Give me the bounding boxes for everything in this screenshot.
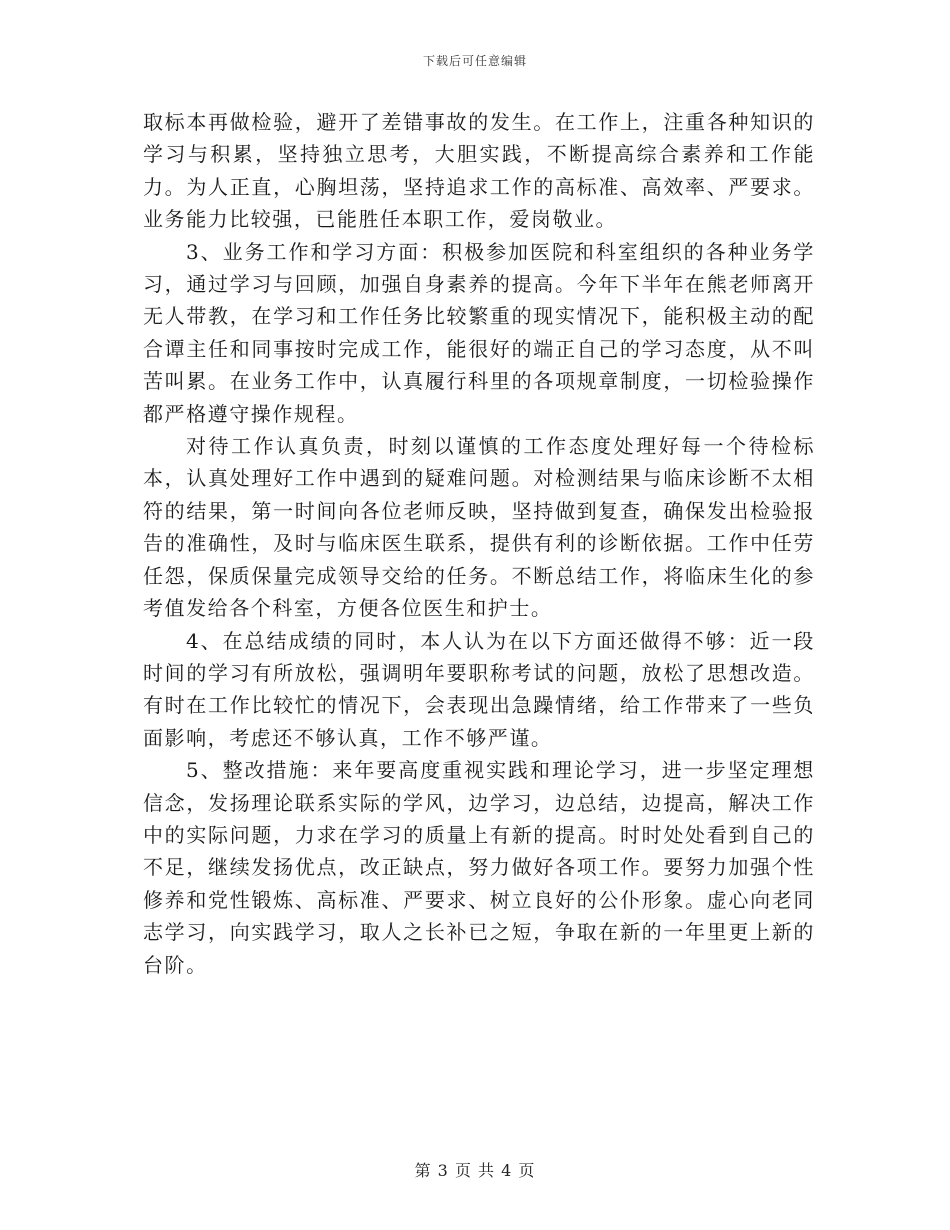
paragraph-2: 3、业务工作和学习方面：积极参加医院和科室组织的各种业务学习，通过学习与回顾，加强自身素养的提高。今年下半年在熊老师离开无人带教，在学习和工作任务比较繁重的现实情况下，能积极主动的配合谭主任和同事按时完成工作，能很好的端正自己的学习态度，从不叫苦叫累。在业务工作中，认真履行科里的各项规章制度，一切检验操作都严格遵守操作规程。 bbox=[143, 239, 815, 426]
paragraph-4: 4、在总结成绩的同时，本人认为在以下方面还做得不够：近一段时间的学习有所放松，强调明年要职称考试的问题，放松了思想改造。有时在工作比较忙的情况下，会表现出急躁情绪，给工作带来了一些负面影响，考虑还不够认真，工作不够严谨。 bbox=[143, 628, 815, 750]
page-header-note: 下载后可任意编辑 bbox=[422, 54, 527, 68]
paragraph-1: 取标本再做检验，避开了差错事故的发生。在工作上，注重各种知识的学习与积累，坚持独立思考，大胆实践，不断提高综合素养和工作能力。为人正直，心胸坦荡，坚持追求工作的高标准、高效率、严要求。业务能力比较强，已能胜任本职工作，爱岗敬业。 bbox=[143, 110, 815, 232]
paragraph-3: 对待工作认真负责，时刻以谨慎的工作态度处理好每一个待检标本，认真处理好工作中遇到的疑难问题。对检测结果与临床诊断不太相符的结果，第一时间向各位老师反映，坚持做到复查，确保发出检验报告的准确性，及时与临床医生联系，提供有利的诊断依据。工作中任劳任怨，保质保量完成领导交给的任务。不断总结工作，将临床生化的参考值发给各个科室，方便各位医生和护士。 bbox=[143, 434, 815, 621]
document-body bbox=[143, 106, 815, 981]
page-number-footer: 第 3 页 共 4 页 bbox=[414, 1161, 536, 1180]
paragraph-5: 5、整改措施：来年要高度重视实践和理论学习，进一步坚定理想信念，发扬理论联系实际的学风，边学习，边总结，边提高，解决工作中的实际问题，力求在学习的质量上有新的提高。时时处处看到自己的不足，继续发扬优点，改正缺点，努力做好各项工作。要努力加强个性修养和党性锻炼、高标准、严要求、树立良好的公仆形象。虚心向老同志学习，向实践学习，取人之长补已之短，争取在新的一年里更上新的台阶。 bbox=[143, 758, 815, 977]
